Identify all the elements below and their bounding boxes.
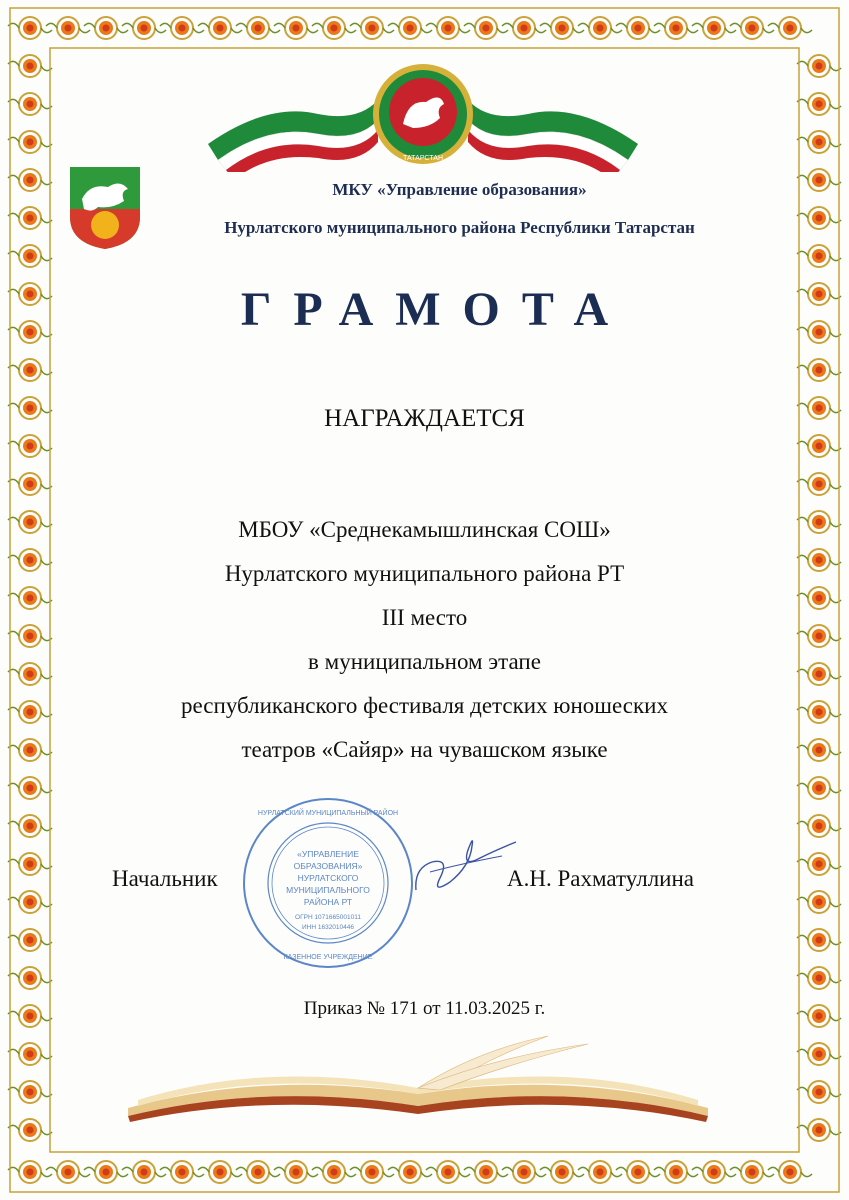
border-ornament: [540, 17, 584, 39]
border-ornament: [502, 1161, 546, 1183]
border-ornament: [578, 1161, 622, 1183]
border-ornament: [797, 1043, 841, 1065]
border-ornament: [464, 17, 508, 39]
border-ornament: [8, 473, 52, 495]
recipient-block: [0, 508, 849, 772]
border-ornament: [797, 55, 841, 77]
border-ornament: [8, 435, 52, 457]
border-ornament: [312, 1161, 356, 1183]
border-ornament: [8, 815, 52, 837]
border-ornament: [8, 1081, 52, 1103]
border-ornament: [84, 17, 128, 39]
border-ornament: [797, 853, 841, 875]
recipient-line: республиканского фестиваля детских юношеских: [181, 693, 668, 718]
border-ornament: [350, 17, 394, 39]
border-ornament: [122, 17, 166, 39]
border-ornament: [768, 17, 812, 39]
nurlat-coat-of-arms: [68, 165, 142, 251]
border-ornament: [654, 17, 698, 39]
border-ornament: [540, 1161, 584, 1183]
border-ornament: [768, 1161, 812, 1183]
border-ornament: [8, 967, 52, 989]
svg-text:РАЙОНА РТ: РАЙОНА РТ: [303, 897, 353, 907]
stamp-ogrn: ОГРН 1071665001011: [295, 914, 361, 921]
border-ornament: [797, 473, 841, 495]
border-ornament: [274, 1161, 318, 1183]
border-ornament: [730, 1161, 774, 1183]
stamp-inn: ИНН 1632010446: [301, 924, 355, 931]
recipient-line: в муниципальном этапе: [308, 649, 541, 674]
border-ornament: [654, 1161, 698, 1183]
border-ornament: [797, 1081, 841, 1103]
svg-text:НУРЛАТСКИЙ МУНИЦИПАЛЬНЫЙ РАЙОН: НУРЛАТСКИЙ МУНИЦИПАЛЬНЫЙ РАЙОН: [257, 810, 399, 817]
handwritten-signature: [410, 828, 520, 898]
border-ornament: [388, 1161, 432, 1183]
border-ornament: [46, 17, 90, 39]
recipient-line: Нурлатского муниципального района РТ: [224, 561, 625, 586]
border-ornament: [426, 17, 470, 39]
border-ornament: [198, 17, 242, 39]
border-ornament: [578, 17, 622, 39]
border-ornament: [797, 93, 841, 115]
border-ornament: [8, 93, 52, 115]
border-ornament: [502, 17, 546, 39]
border-ornament: [8, 1043, 52, 1065]
border-ornament: [797, 1119, 841, 1141]
organization-line-1: МКУ «Управление образования»: [332, 180, 587, 199]
border-ornament: [616, 1161, 660, 1183]
border-ornament: [8, 777, 52, 799]
recipient-line: III место: [381, 605, 468, 630]
border-ornament: [236, 17, 280, 39]
svg-text:КАЗЕННОЕ УЧРЕЖДЕНИЕ: КАЗЕННОЕ УЧРЕЖДЕНИЕ: [283, 954, 373, 961]
border-ornament: [8, 929, 52, 951]
border-ornament: [8, 55, 52, 77]
border-ornament: [160, 1161, 204, 1183]
border-ornament: [8, 853, 52, 875]
open-book-illustration: [118, 1030, 718, 1130]
organization-line-2: Нурлатского муниципального района Республики Татарстан: [224, 218, 695, 237]
border-ornament: [198, 1161, 242, 1183]
border-ornament: [8, 1119, 52, 1141]
border-ornament: [730, 17, 774, 39]
border-ornament: [46, 1161, 90, 1183]
svg-text:МУНИЦИПАЛЬНОГО: МУНИЦИПАЛЬНОГО: [286, 885, 370, 895]
border-ornament: [464, 1161, 508, 1183]
border-ornament: [692, 1161, 736, 1183]
border-ornament: [8, 17, 52, 39]
border-ornament: [350, 1161, 394, 1183]
border-ornament: [160, 17, 204, 39]
recipient-line: МБОУ «Среднекамышлинская СОШ»: [238, 517, 611, 542]
official-stamp: [240, 795, 416, 971]
border-ornament: [426, 1161, 470, 1183]
order-reference: Приказ № 171 от 11.03.2025 г.: [303, 998, 546, 1019]
awarded-heading: НАГРАЖДАЕТСЯ: [324, 405, 525, 432]
border-ornament: [692, 17, 736, 39]
border-ornament: [797, 131, 841, 153]
border-ornament: [84, 1161, 128, 1183]
tatarstan-emblem: [208, 62, 638, 172]
border-ornament: [797, 359, 841, 381]
border-ornament: [616, 17, 660, 39]
svg-text:«УПРАВЛЕНИЕ: «УПРАВЛЕНИЕ: [297, 849, 359, 859]
border-ornament: [797, 435, 841, 457]
border-ornament: [797, 891, 841, 913]
signatory-name: А.Н. Рахматуллина: [507, 866, 694, 891]
recipient-line: театров «Сайяр» на чувашском языке: [241, 737, 608, 762]
border-ornament: [8, 891, 52, 913]
border-ornament: [797, 245, 841, 267]
border-ornament: [8, 359, 52, 381]
border-ornament: [236, 1161, 280, 1183]
signatory-role: Начальник: [112, 866, 218, 891]
border-ornament: [8, 245, 52, 267]
border-ornament: [122, 1161, 166, 1183]
border-ornament: [797, 929, 841, 951]
svg-text:НУРЛАТСКОГО: НУРЛАТСКОГО: [297, 873, 359, 883]
border-ornament: [312, 17, 356, 39]
border-ornament: [274, 17, 318, 39]
border-ornament: [797, 777, 841, 799]
border-ornament: [8, 131, 52, 153]
svg-text:ОБРАЗОВАНИЯ»: ОБРАЗОВАНИЯ»: [293, 861, 363, 871]
certificate-title: ГРАМОТА: [240, 283, 631, 336]
border-ornament: [797, 967, 841, 989]
border-ornament: [8, 1161, 52, 1183]
emblem-label: ТАТАРСТАН: [402, 155, 444, 162]
border-ornament: [797, 815, 841, 837]
border-ornament: [388, 17, 432, 39]
